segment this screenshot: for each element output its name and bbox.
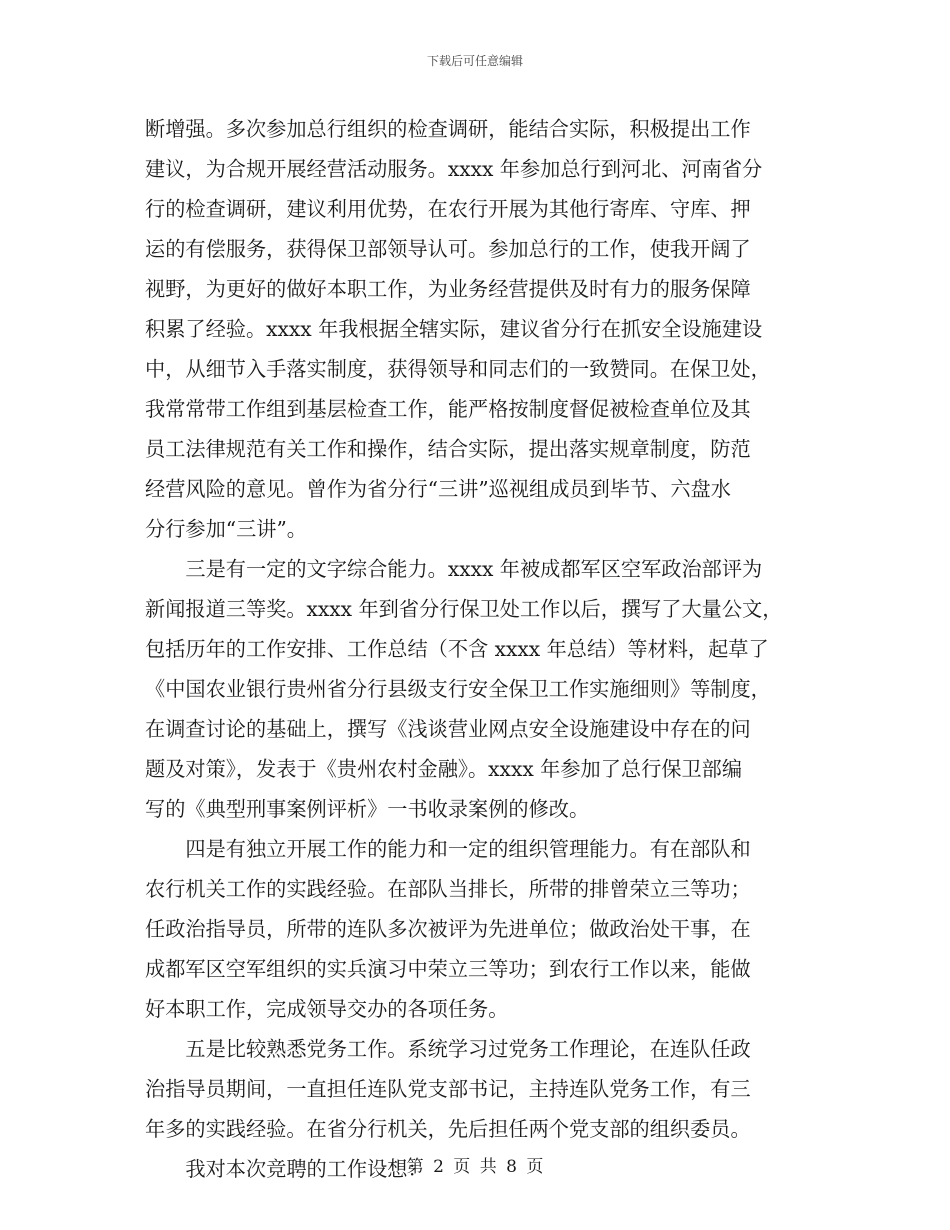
page-number: 第 2 页 共 8 页 bbox=[406, 1157, 544, 1177]
text-line: 三是有一定的文字综合能力。xxxx 年被成都军区空军政治部评为 bbox=[145, 557, 763, 581]
text-line: 年多的实践经验。在省分行机关，先后担任两个党支部的组织委员。 bbox=[145, 1117, 751, 1141]
text-line: 我对本次竞聘的工作设想： bbox=[145, 1157, 428, 1181]
text-line: 行的检查调研，建议利用优势，在农行开展为其他行寄库、守库、押 bbox=[145, 197, 751, 221]
text-line: 新闻报道三等奖。xxxx 年到省分行保卫处工作以后，撰写了大量公文， bbox=[145, 597, 783, 621]
text-line: 我常常带工作组到基层检查工作，能严格按制度督促被检查单位及其 bbox=[145, 397, 751, 421]
text-line: 好本职工作，完成领导交办的各项任务。 bbox=[145, 997, 509, 1021]
text-line: 在调查讨论的基础上，撰写《浅谈营业网点安全设施建设中存在的问 bbox=[145, 717, 751, 741]
text-line: 《中国农业银行贵州省分行县级支行安全保卫工作实施细则》等制度， bbox=[145, 677, 771, 701]
text-line: 包括历年的工作安排、工作总结（不含 xxxx 年总结）等材料，起草了 bbox=[145, 637, 769, 661]
text-line: 分行参加“三讲”。 bbox=[145, 517, 307, 541]
text-line: 农行机关工作的实践经验。在部队当排长，所带的排曾荣立三等功； bbox=[145, 877, 751, 901]
text-line: 员工法律规范有关工作和操作，结合实际，提出落实规章制度，防范 bbox=[145, 437, 751, 461]
text-line: 积累了经验。xxxx 年我根据全辖实际，建议省分行在抓安全设施建设 bbox=[145, 317, 763, 341]
text-line: 成都军区空军组织的实兵演习中荣立三等功；到农行工作以来，能做 bbox=[145, 957, 751, 981]
text-line: 题及对策》，发表于《贵州农村金融》。xxxx 年参加了总行保卫部编 bbox=[145, 757, 743, 781]
text-line: 中，从细节入手落实制度，获得领导和同志们的一致赞同。在保卫处， bbox=[145, 357, 771, 381]
text-line: 治指导员期间，一直担任连队党支部书记，主持连队党务工作，有三 bbox=[145, 1077, 751, 1101]
text-line: 建议，为合规开展经营活动服务。xxxx 年参加总行到河北、河南省分 bbox=[145, 157, 763, 181]
document-body bbox=[145, 109, 810, 1189]
text-line: 五是比较熟悉党务工作。系统学习过党务工作理论，在连队任政 bbox=[145, 1037, 751, 1061]
text-line: 任政治指导员，所带的连队多次被评为先进单位；做政治处干事，在 bbox=[145, 917, 751, 941]
text-line: 视野，为更好的做好本职工作，为业务经营提供及时有力的服务保障 bbox=[145, 277, 751, 301]
text-line: 写的《典型刑事案例评析》一书收录案例的修改。 bbox=[145, 797, 590, 821]
text-line: 运的有偿服务，获得保卫部领导认可。参加总行的工作，使我开阔了 bbox=[145, 237, 751, 261]
text-line: 四是有独立开展工作的能力和一定的组织管理能力。有在部队和 bbox=[145, 837, 751, 861]
text-line: 断增强。多次参加总行组织的检查调研，能结合实际，积极提出工作 bbox=[145, 117, 751, 141]
text-line: 经营风险的意见。曾作为省分行“三讲”巡视组成员到毕节、六盘水 bbox=[145, 477, 731, 501]
page-header: 下载后可任意编辑 bbox=[426, 54, 523, 68]
